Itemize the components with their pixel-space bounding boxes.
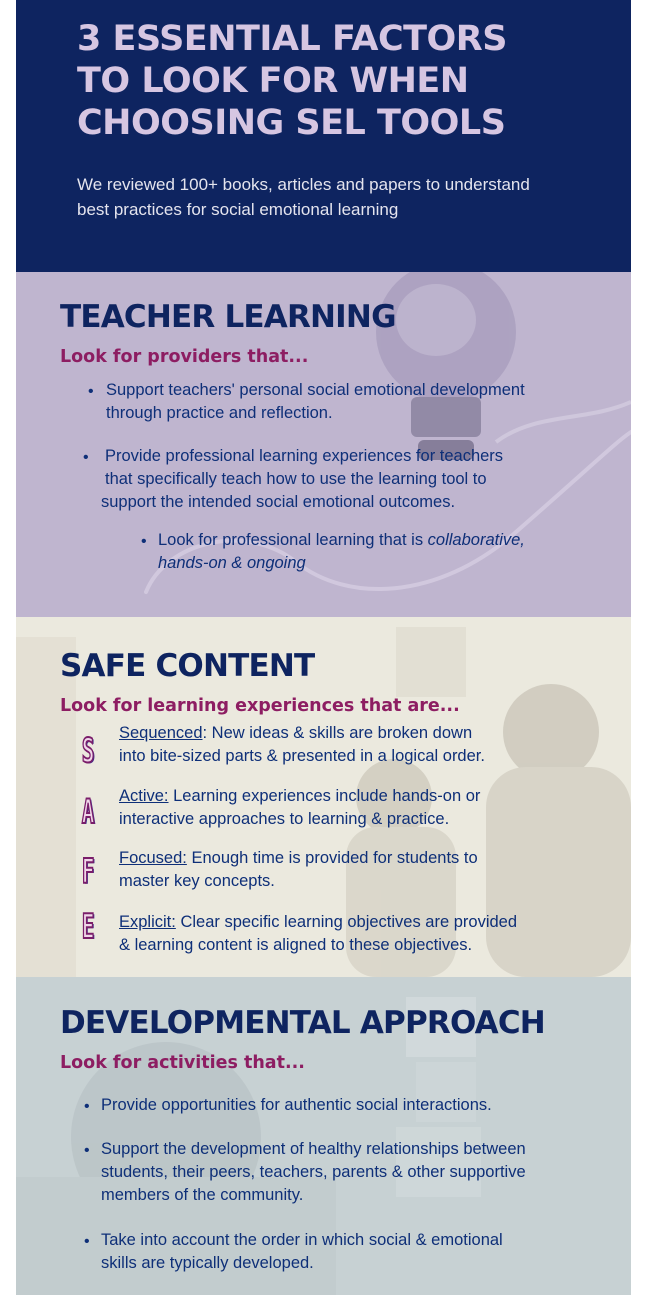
list-item: Support teachers' personal social emotional development through practice and reflection. — [106, 381, 525, 422]
infographic — [16, 0, 631, 1295]
bullet-icon: • — [88, 383, 94, 400]
section-teacher-learning — [16, 272, 631, 617]
page-title: 3 ESSENTIAL FACTORS TO LOOK FOR WHEN CHOOSING SEL TOOLS — [77, 19, 507, 143]
bullet-icon: • — [84, 1098, 90, 1115]
bullet-icon: • — [84, 1233, 90, 1250]
list-item: Focused: Enough time is provided for students to master key concepts. — [119, 849, 478, 890]
list-item: Active: Learning experiences include hands-on or interactive approaches to learning & practice. — [119, 787, 481, 828]
page-subtitle: We reviewed 100+ books, articles and papers to understand best practices for social emotional learning — [77, 175, 530, 219]
section-developmental-approach — [16, 977, 631, 1295]
list-item: Provide opportunities for authentic social interactions. — [101, 1096, 492, 1114]
bullet-icon: • — [141, 533, 147, 550]
safe-letter-f: F — [81, 852, 95, 892]
list-item: Sequenced: New ideas & skills are broken down into bite-sized parts & presented in a logical order. — [119, 724, 485, 765]
section-heading-developmental-approach: DEVELOPMENTAL APPROACH — [60, 1005, 545, 1041]
section-lead-teacher-learning: Look for providers that... — [60, 347, 309, 367]
list-item: Look for professional learning that is collaborative, hands-on & ongoing — [158, 531, 525, 572]
section-lead-developmental-approach: Look for activities that... — [60, 1053, 305, 1073]
section-heading-safe-content: SAFE CONTENT — [60, 648, 315, 684]
safe-letter-e: E — [81, 907, 95, 947]
list-item: Support the development of healthy relationships between students, their peers, teachers, parents & other supportive members of the community. — [101, 1140, 526, 1204]
bullet-icon: • — [83, 449, 89, 466]
list-item: Explicit: Clear specific learning objectives are provided & learning content is aligned to these objectives. — [119, 913, 518, 954]
list-item: Take into account the order in which social & emotional skills are typically developed. — [101, 1231, 503, 1272]
list-item: Provide professional learning experiences for teachers that specifically teach how to use the learning tool to support the intended social emotional outcomes. — [101, 447, 504, 511]
safe-letter-a: A — [81, 792, 95, 832]
section-safe-content — [16, 617, 631, 977]
section-heading-teacher-learning: TEACHER LEARNING — [60, 299, 396, 335]
safe-letter-s: S — [81, 731, 95, 771]
bullet-icon: • — [84, 1142, 90, 1159]
header-banner — [16, 0, 631, 272]
section-lead-safe-content: Look for learning experiences that are... — [60, 696, 460, 716]
